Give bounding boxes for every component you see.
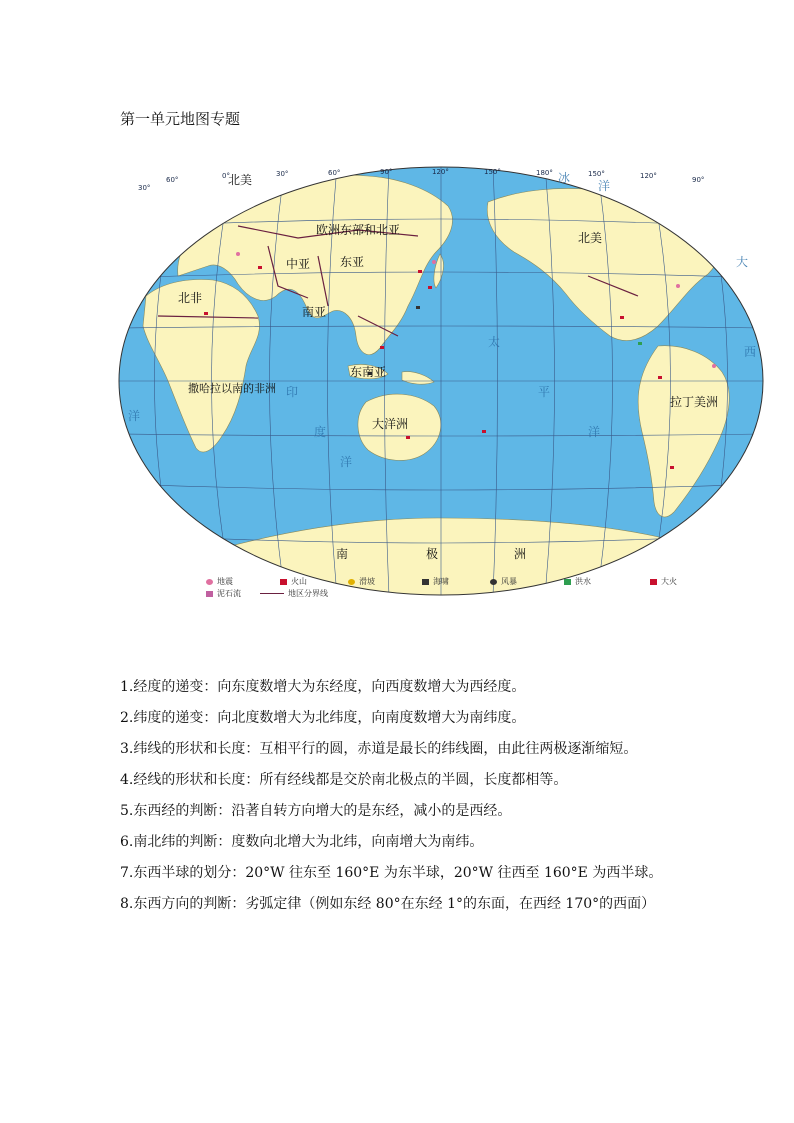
ocean-label: 西 (744, 345, 757, 359)
lon-label: 30° (138, 184, 151, 192)
lon-label: 150° (588, 170, 605, 178)
continent-label: 欧洲东部和北亚 (316, 223, 401, 237)
note-paragraph: 1.经度的递变：向东度数增大为东经度，向西度数增大为西经度。 (120, 679, 526, 695)
page-title: 第一单元地图专题 (120, 110, 241, 128)
ocean-label: 洋 (128, 409, 141, 423)
lon-label: 90° (692, 176, 705, 184)
continent-label: 东亚 (340, 255, 365, 269)
debris-flow-icon (206, 591, 213, 597)
legend-item: 地震 (206, 576, 233, 587)
lon-label: 180° (536, 169, 553, 177)
volcano-icon (280, 579, 287, 585)
continent-label: 中亚 (286, 257, 311, 271)
legend-item: 大火 (650, 576, 677, 587)
legend-item: 泥石流 (206, 588, 241, 599)
legend-item: 火山 (280, 576, 307, 587)
lon-label: 60° (166, 176, 179, 184)
world-map (118, 166, 764, 596)
continent-label: 拉丁美洲 (670, 395, 719, 409)
legend-item: 地区分界线 (260, 588, 328, 599)
lon-label: 90° (380, 168, 393, 176)
continent-label: 南亚 (302, 305, 327, 319)
notes-list (120, 672, 676, 920)
landslide-icon (348, 579, 355, 585)
storm-icon (490, 579, 497, 585)
lon-label: 150° (484, 168, 501, 176)
note-paragraph: 2.纬度的递变：向北度数增大为北纬度，向南度数增大为南纬度。 (120, 710, 526, 726)
ocean-label: 洋 (340, 455, 353, 469)
continent-label: 北美 (228, 173, 253, 187)
note-paragraph: 3.纬线的形状和长度：互相平行的圆，赤道是最长的纬线圈，由此往两极逐渐缩短。 (120, 741, 638, 757)
continent-label: 南 (336, 547, 349, 561)
continent-label: 洲 (514, 547, 527, 561)
ocean-label: 平 (538, 385, 551, 399)
continent-label: 东南亚 (350, 365, 387, 379)
continent-label: 撒哈拉以南的非洲 (188, 382, 276, 395)
continent-label: 北非 (178, 291, 203, 305)
ocean-label: 冰 (558, 171, 571, 185)
ocean-label: 度 (314, 425, 327, 439)
map-legend (200, 574, 740, 598)
lon-label: 120° (640, 172, 657, 180)
note-paragraph: 7.东西半球的划分：20°W 往东至 160°E 为东半球，20°W 往西至 160°E 为西半球。 (120, 865, 663, 881)
lon-label: 0° (222, 172, 230, 180)
continent-label: 大洋洲 (372, 417, 409, 431)
legend-item: 滑坡 (348, 576, 375, 587)
lon-label: 120° (432, 168, 449, 176)
note-paragraph: 6.南北纬的判断：度数向北增大为北纬，向南增大为南纬。 (120, 834, 484, 850)
ocean-label: 大 (736, 255, 749, 269)
world-map-svg (118, 166, 764, 596)
lon-label: 30° (276, 170, 289, 178)
note-paragraph: 4.经线的形状和长度：所有经线都是交於南北极点的半圆，长度都相等。 (120, 772, 568, 788)
earthquake-icon (206, 579, 213, 585)
flood-icon (564, 579, 571, 585)
lon-label: 60° (328, 169, 341, 177)
note-paragraph: 8.东西方向的判断：劣弧定律（例如东经 80°在东经 1°的东面，在西经 170°的西面） (120, 896, 656, 912)
continent-label: 北美 (578, 231, 603, 245)
continent-label: 极 (426, 547, 439, 561)
ocean-label: 洋 (598, 179, 611, 193)
tsunami-icon (422, 579, 429, 585)
legend-item: 洪水 (564, 576, 591, 587)
ocean-label: 太 (488, 335, 501, 349)
fire-icon (650, 579, 657, 585)
boundary-line-icon (260, 593, 284, 594)
ocean-label: 洋 (588, 425, 601, 439)
legend-item: 风暴 (490, 576, 517, 587)
ocean-label: 印 (286, 385, 299, 399)
note-paragraph: 5.东西经的判断：沿著自转方向增大的是东经，减小的是西经。 (120, 803, 512, 819)
legend-item: 海啸 (422, 576, 449, 587)
